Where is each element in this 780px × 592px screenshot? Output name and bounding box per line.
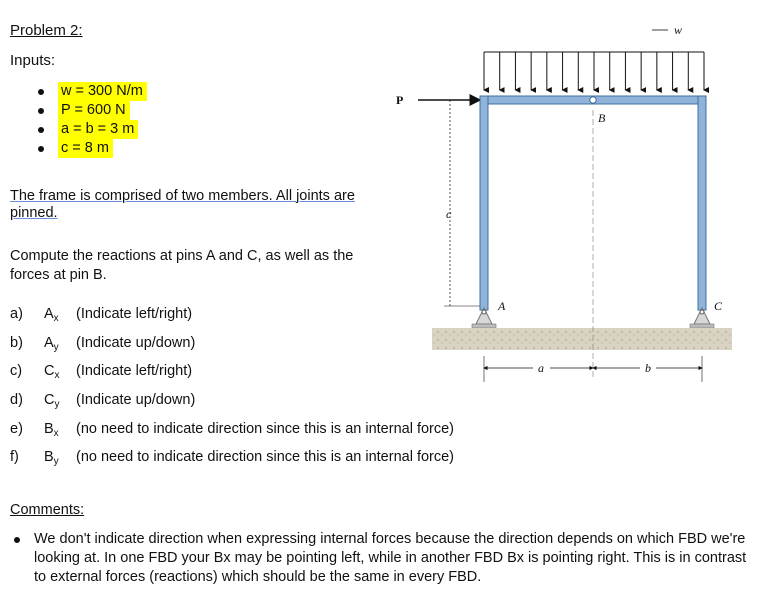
distributed-load xyxy=(484,52,704,90)
input-value: P = 600 N xyxy=(58,101,130,120)
question-variable: $A_x$ xyxy=(44,306,59,324)
question-variable: $B_x$ xyxy=(44,420,59,439)
input-value: c = 8 m xyxy=(58,139,113,158)
bullet-icon xyxy=(38,146,44,152)
question-letter: f) xyxy=(10,449,19,466)
label-C: C xyxy=(714,299,723,313)
problem-title: Problem 2: xyxy=(10,22,83,39)
question-description: (Indicate up/down) xyxy=(76,392,196,409)
question-description: (no need to indicate direction since this is an internal force) xyxy=(76,449,455,466)
comment-text: We don't indicate direction when expressing internal forces because the direction depends on which FBD we're looking at. In one FBD your Bx may be pointing left, while in another FBD Bx is pointing right. This is in contrast to external forces (reactions) which should be the same in every FBD. xyxy=(34,531,747,585)
bullet-icon xyxy=(38,89,44,95)
question-letter: c) xyxy=(10,363,23,380)
description-line: pinned. xyxy=(10,205,58,221)
question-variable: $A_y$ xyxy=(44,334,59,353)
label-b: b xyxy=(645,361,651,375)
label-P: P xyxy=(396,93,404,107)
input-value: a = b = 3 m xyxy=(58,120,138,139)
question-variable: $C_y$ xyxy=(44,392,60,411)
inputs-label: Inputs: xyxy=(10,52,56,69)
question-letter: e) xyxy=(10,420,23,437)
task-line: forces at pin B. xyxy=(10,267,107,283)
question-letter: a) xyxy=(10,306,23,322)
question-description: (Indicate left/right) xyxy=(76,306,193,322)
task-line: Compute the reactions at pins A and C, as well as the xyxy=(10,248,354,264)
question-description: (no need to indicate direction since this is an internal force) xyxy=(76,420,455,437)
pin-support-A xyxy=(472,308,496,328)
bullet-icon xyxy=(38,108,44,114)
label-a: a xyxy=(538,361,544,375)
question-description: (Indicate up/down) xyxy=(76,334,196,351)
question-variable: $B_y$ xyxy=(44,449,59,468)
task-statement xyxy=(10,247,353,285)
label-A: A xyxy=(498,299,506,313)
comments-heading: Comments: xyxy=(10,502,85,518)
question-variable: $C_x$ xyxy=(44,363,60,382)
left-column xyxy=(480,96,488,310)
pin-support-C xyxy=(690,308,714,328)
question-description: (Indicate left/right) xyxy=(76,363,193,380)
bullet-icon xyxy=(14,537,20,543)
frame-description xyxy=(10,188,355,222)
label-B: B xyxy=(598,111,606,125)
label-w: w xyxy=(674,23,683,37)
description-line: The frame is comprised of two members. All joints are xyxy=(10,188,355,204)
right-column xyxy=(698,96,706,310)
label-c: c xyxy=(446,207,452,221)
ground xyxy=(432,328,732,350)
question-letter: d) xyxy=(10,392,23,409)
load-arrows xyxy=(484,52,704,90)
question-letter: b) xyxy=(10,334,23,351)
bullet-icon xyxy=(38,127,44,133)
input-value: w = 300 N/m xyxy=(58,82,147,101)
pin-B xyxy=(590,97,596,103)
frame-diagram xyxy=(388,10,732,388)
